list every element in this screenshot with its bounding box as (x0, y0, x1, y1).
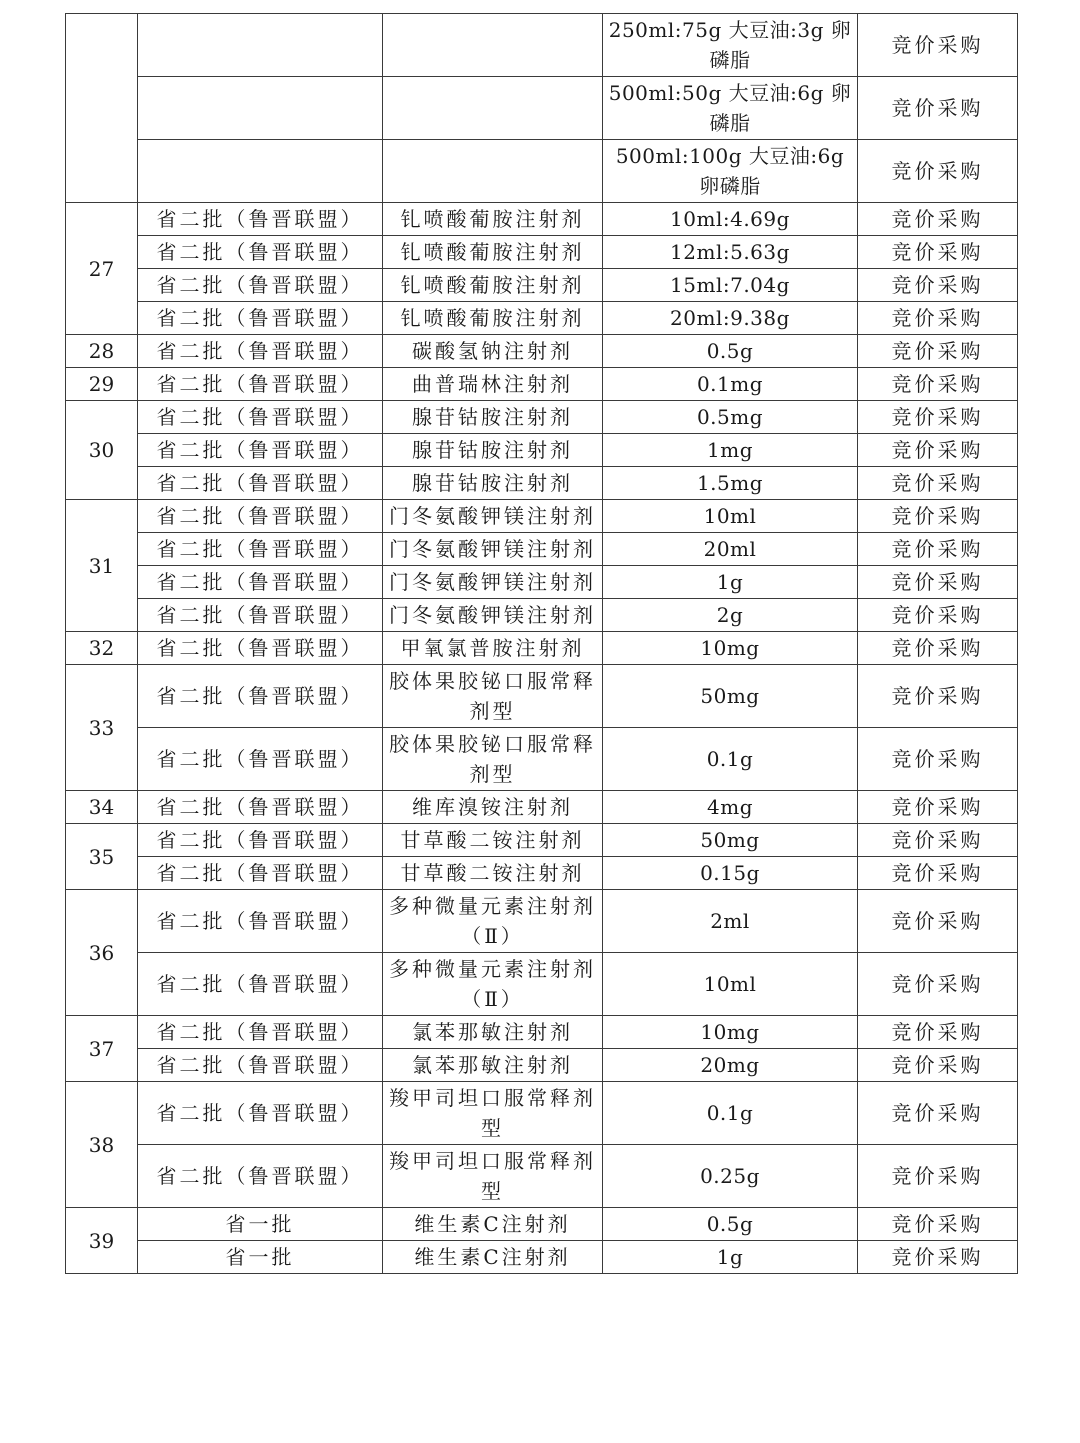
specification-cell: 0.5mg (603, 401, 858, 434)
drug-name-cell: 多种微量元素注射剂（Ⅱ） (383, 890, 603, 953)
procurement-mode-cell: 竞价采购 (858, 401, 1018, 434)
procurement-mode-cell: 竞价采购 (858, 632, 1018, 665)
procurement-mode-cell: 竞价采购 (858, 1208, 1018, 1241)
table-row (66, 236, 1018, 269)
batch-cell: 省二批（鲁晋联盟） (138, 1145, 383, 1208)
procurement-mode-cell: 竞价采购 (858, 953, 1018, 1016)
drug-name-cell: 胶体果胶铋口服常释剂型 (383, 728, 603, 791)
batch-cell: 省二批（鲁晋联盟） (138, 203, 383, 236)
specification-cell: 2ml (603, 890, 858, 953)
table-row (66, 500, 1018, 533)
drug-name-cell: 钆喷酸葡胺注射剂 (383, 269, 603, 302)
drug-name-cell: 氯苯那敏注射剂 (383, 1049, 603, 1082)
drug-name-cell: 钆喷酸葡胺注射剂 (383, 236, 603, 269)
drug-name-cell: 门冬氨酸钾镁注射剂 (383, 599, 603, 632)
item-number-cell: 30 (66, 401, 138, 500)
batch-cell: 省二批（鲁晋联盟） (138, 1082, 383, 1145)
drug-name-cell: 甘草酸二铵注射剂 (383, 824, 603, 857)
specification-cell: 0.1g (603, 728, 858, 791)
table-row (66, 566, 1018, 599)
table-row (66, 1016, 1018, 1049)
specification-cell: 2g (603, 599, 858, 632)
procurement-mode-cell: 竞价采购 (858, 203, 1018, 236)
table-row (66, 77, 1018, 140)
item-number-cell: 27 (66, 203, 138, 335)
table-row (66, 302, 1018, 335)
specification-cell: 0.1mg (603, 368, 858, 401)
procurement-mode-cell: 竞价采购 (858, 1145, 1018, 1208)
table-row (66, 890, 1018, 953)
procurement-mode-cell: 竞价采购 (858, 1241, 1018, 1274)
table-row (66, 140, 1018, 203)
table-row (66, 269, 1018, 302)
specification-cell: 10ml (603, 953, 858, 1016)
table-row (66, 368, 1018, 401)
procurement-mode-cell: 竞价采购 (858, 533, 1018, 566)
table-row (66, 1049, 1018, 1082)
batch-cell: 省二批（鲁晋联盟） (138, 401, 383, 434)
specification-cell: 250ml:75g 大豆油:3g 卵磷脂 (603, 14, 858, 77)
table-row (66, 824, 1018, 857)
procurement-mode-cell: 竞价采购 (858, 665, 1018, 728)
table-row (66, 1082, 1018, 1145)
batch-cell (138, 77, 383, 140)
batch-cell (138, 14, 383, 77)
procurement-mode-cell: 竞价采购 (858, 857, 1018, 890)
drug-name-cell: 羧甲司坦口服常释剂型 (383, 1145, 603, 1208)
drug-name-cell: 维库溴铵注射剂 (383, 791, 603, 824)
table-row (66, 401, 1018, 434)
procurement-mode-cell: 竞价采购 (858, 467, 1018, 500)
table-row (66, 434, 1018, 467)
specification-cell: 20mg (603, 1049, 858, 1082)
specification-cell: 50mg (603, 824, 858, 857)
specification-cell: 50mg (603, 665, 858, 728)
batch-cell: 省二批（鲁晋联盟） (138, 632, 383, 665)
item-number-cell: 31 (66, 500, 138, 632)
drug-name-cell: 多种微量元素注射剂（Ⅱ） (383, 953, 603, 1016)
procurement-mode-cell: 竞价采购 (858, 14, 1018, 77)
specification-cell: 10ml:4.69g (603, 203, 858, 236)
batch-cell: 省二批（鲁晋联盟） (138, 791, 383, 824)
specification-cell: 1.5mg (603, 467, 858, 500)
drug-name-cell: 甲氧氯普胺注射剂 (383, 632, 603, 665)
drug-name-cell: 甘草酸二铵注射剂 (383, 857, 603, 890)
specification-cell: 20ml (603, 533, 858, 566)
specification-cell: 1g (603, 566, 858, 599)
specification-cell: 0.5g (603, 1208, 858, 1241)
table-row (66, 335, 1018, 368)
batch-cell: 省二批（鲁晋联盟） (138, 665, 383, 728)
batch-cell: 省二批（鲁晋联盟） (138, 236, 383, 269)
batch-cell: 省二批（鲁晋联盟） (138, 302, 383, 335)
procurement-mode-cell: 竞价采购 (858, 890, 1018, 953)
batch-cell: 省二批（鲁晋联盟） (138, 467, 383, 500)
batch-cell: 省二批（鲁晋联盟） (138, 269, 383, 302)
batch-cell: 省二批（鲁晋联盟） (138, 890, 383, 953)
specification-cell: 0.5g (603, 335, 858, 368)
procurement-mode-cell: 竞价采购 (858, 791, 1018, 824)
batch-cell: 省二批（鲁晋联盟） (138, 1016, 383, 1049)
item-number-cell: 38 (66, 1082, 138, 1208)
specification-cell: 1mg (603, 434, 858, 467)
batch-cell (138, 140, 383, 203)
item-number-cell: 37 (66, 1016, 138, 1082)
item-number-cell: 35 (66, 824, 138, 890)
batch-cell: 省二批（鲁晋联盟） (138, 953, 383, 1016)
table-row (66, 665, 1018, 728)
table-row (66, 953, 1018, 1016)
drug-name-cell: 维生素C注射剂 (383, 1208, 603, 1241)
table-row (66, 203, 1018, 236)
procurement-mode-cell: 竞价采购 (858, 1049, 1018, 1082)
table-row (66, 533, 1018, 566)
item-number-cell: 34 (66, 791, 138, 824)
procurement-mode-cell: 竞价采购 (858, 434, 1018, 467)
batch-cell: 省二批（鲁晋联盟） (138, 1049, 383, 1082)
specification-cell: 0.1g (603, 1082, 858, 1145)
procurement-mode-cell: 竞价采购 (858, 140, 1018, 203)
drug-name-cell: 腺苷钴胺注射剂 (383, 434, 603, 467)
item-number-cell: 29 (66, 368, 138, 401)
batch-cell: 省一批 (138, 1208, 383, 1241)
specification-cell: 0.15g (603, 857, 858, 890)
specification-cell: 1g (603, 1241, 858, 1274)
procurement-mode-cell: 竞价采购 (858, 728, 1018, 791)
drug-name-cell: 腺苷钴胺注射剂 (383, 401, 603, 434)
procurement-mode-cell: 竞价采购 (858, 368, 1018, 401)
table-body (66, 14, 1018, 1274)
item-number-cell: 32 (66, 632, 138, 665)
table-row (66, 857, 1018, 890)
table-row (66, 632, 1018, 665)
item-number-cell: 33 (66, 665, 138, 791)
procurement-mode-cell: 竞价采购 (858, 269, 1018, 302)
batch-cell: 省二批（鲁晋联盟） (138, 566, 383, 599)
table-row (66, 728, 1018, 791)
procurement-mode-cell: 竞价采购 (858, 1082, 1018, 1145)
drug-name-cell: 维生素C注射剂 (383, 1241, 603, 1274)
item-number-cell (66, 14, 138, 203)
batch-cell: 省二批（鲁晋联盟） (138, 368, 383, 401)
procurement-mode-cell: 竞价采购 (858, 824, 1018, 857)
drug-name-cell (383, 14, 603, 77)
drug-name-cell: 门冬氨酸钾镁注射剂 (383, 533, 603, 566)
drug-name-cell: 钆喷酸葡胺注射剂 (383, 302, 603, 335)
table-row (66, 14, 1018, 77)
procurement-mode-cell: 竞价采购 (858, 335, 1018, 368)
drug-name-cell: 碳酸氢钠注射剂 (383, 335, 603, 368)
drug-name-cell: 曲普瑞林注射剂 (383, 368, 603, 401)
batch-cell: 省二批（鲁晋联盟） (138, 599, 383, 632)
table-row (66, 467, 1018, 500)
procurement-mode-cell: 竞价采购 (858, 1016, 1018, 1049)
procurement-mode-cell: 竞价采购 (858, 599, 1018, 632)
table-row (66, 791, 1018, 824)
batch-cell: 省二批（鲁晋联盟） (138, 335, 383, 368)
drug-name-cell: 门冬氨酸钾镁注射剂 (383, 500, 603, 533)
batch-cell: 省二批（鲁晋联盟） (138, 434, 383, 467)
specification-cell: 4mg (603, 791, 858, 824)
specification-cell: 10ml (603, 500, 858, 533)
drug-name-cell (383, 77, 603, 140)
batch-cell: 省一批 (138, 1241, 383, 1274)
drug-name-cell: 腺苷钴胺注射剂 (383, 467, 603, 500)
drug-name-cell: 钆喷酸葡胺注射剂 (383, 203, 603, 236)
drug-name-cell: 氯苯那敏注射剂 (383, 1016, 603, 1049)
item-number-cell: 36 (66, 890, 138, 1016)
procurement-mode-cell: 竞价采购 (858, 500, 1018, 533)
batch-cell: 省二批（鲁晋联盟） (138, 533, 383, 566)
specification-cell: 500ml:100g 大豆油:6g 卵磷脂 (603, 140, 858, 203)
specification-cell: 20ml:9.38g (603, 302, 858, 335)
item-number-cell: 39 (66, 1208, 138, 1274)
table-row (66, 1145, 1018, 1208)
drug-procurement-table (65, 13, 1018, 1274)
batch-cell: 省二批（鲁晋联盟） (138, 500, 383, 533)
specification-cell: 0.25g (603, 1145, 858, 1208)
batch-cell: 省二批（鲁晋联盟） (138, 857, 383, 890)
procurement-mode-cell: 竞价采购 (858, 302, 1018, 335)
specification-cell: 500ml:50g 大豆油:6g 卵磷脂 (603, 77, 858, 140)
procurement-mode-cell: 竞价采购 (858, 566, 1018, 599)
item-number-cell: 28 (66, 335, 138, 368)
table-row (66, 1208, 1018, 1241)
table-row (66, 599, 1018, 632)
batch-cell: 省二批（鲁晋联盟） (138, 728, 383, 791)
specification-cell: 15ml:7.04g (603, 269, 858, 302)
specification-cell: 10mg (603, 1016, 858, 1049)
procurement-mode-cell: 竞价采购 (858, 77, 1018, 140)
drug-name-cell: 胶体果胶铋口服常释剂型 (383, 665, 603, 728)
drug-name-cell: 羧甲司坦口服常释剂型 (383, 1082, 603, 1145)
specification-cell: 10mg (603, 632, 858, 665)
drug-name-cell: 门冬氨酸钾镁注射剂 (383, 566, 603, 599)
batch-cell: 省二批（鲁晋联盟） (138, 824, 383, 857)
specification-cell: 12ml:5.63g (603, 236, 858, 269)
procurement-mode-cell: 竞价采购 (858, 236, 1018, 269)
drug-name-cell (383, 140, 603, 203)
table-row (66, 1241, 1018, 1274)
